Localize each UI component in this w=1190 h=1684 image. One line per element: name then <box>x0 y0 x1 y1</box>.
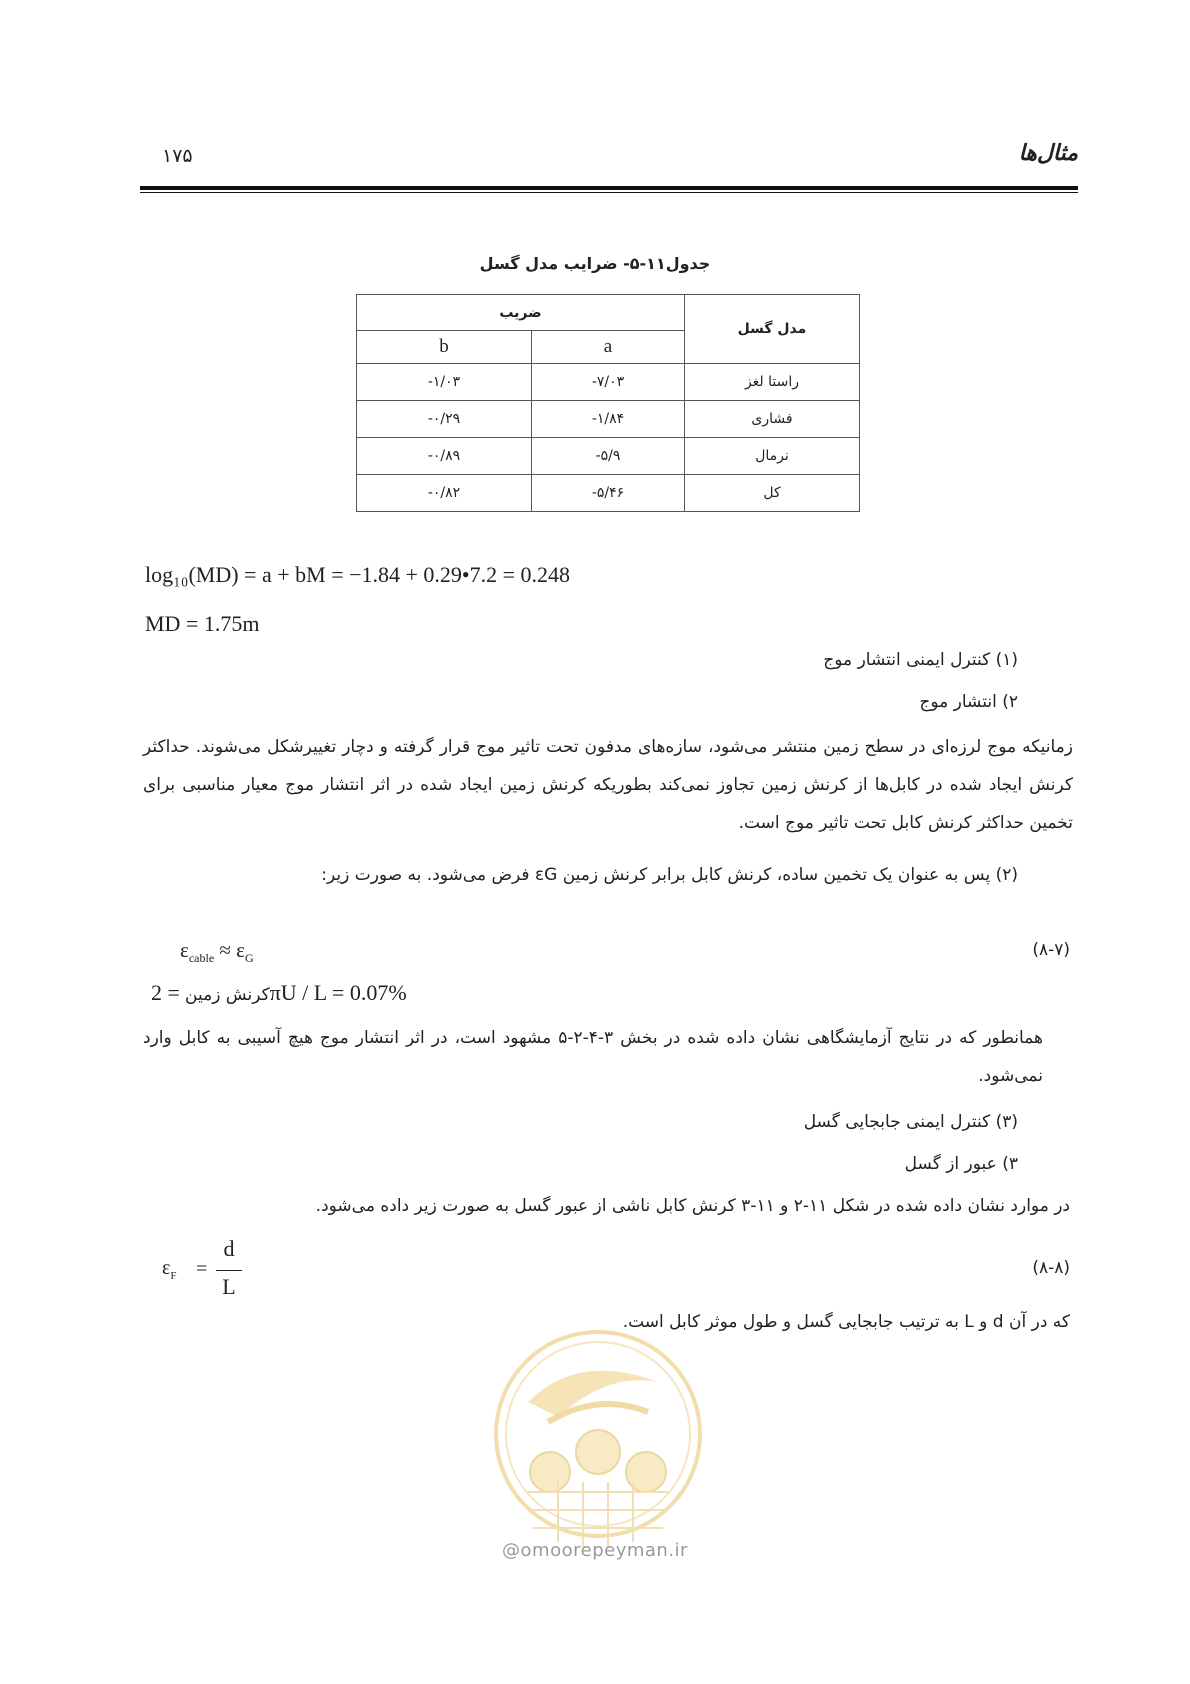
running-title: مثال‌ها <box>1018 141 1078 166</box>
equation-log-md: log₁₀(MD) = a + bM = −1.84 + 0.29•7.2 = 0.248 <box>145 562 571 587</box>
paragraph-lab-results: همانطور که در نتایج آزمایشگاهی نشان داده شده در بخش ۳-۴-۲-۵ مشهود است، در اثر انتشار موج هیچ آسیبی به کابل وارد نمی‌شود. <box>143 1028 1043 1086</box>
cell-a: ۱/۸۴- <box>532 401 685 438</box>
table-row <box>357 401 860 438</box>
eq7-subscript: cable <box>188 951 215 966</box>
cell-model: فشاری <box>685 401 860 438</box>
paragraph-wave-propagation: زمانیکه موج لرزه‌ای در سطح زمین منتشر می‌شود، سازه‌های مدفون تحت تاثیر موج قرار گرفته و دچار تغییرشکل می‌شوند. حداکثر کرنش ایجاد شده در کابل‌ها از کرنش زمین تجاوز نمی‌کند بطوریکه کرنش زمین ایجاد شده در اثر انتشار موج معیار مناسبی برای تخمین حداکثر کرنش کابل تحت تاثیر موج است. <box>143 737 1073 833</box>
header-fault-model: مدل گسل <box>685 295 860 364</box>
cell-b: ۰/۸۹- <box>357 438 532 475</box>
eq8-fraction-bar <box>216 1270 242 1271</box>
eq7-rhs: ≈ ε <box>219 938 245 962</box>
equation-md-result: MD = 1.75m <box>145 611 260 636</box>
eq7-rhs-subscript: G <box>244 951 254 966</box>
eq8-equals: = <box>196 1258 208 1280</box>
eq8-denominator: L <box>222 1274 236 1299</box>
equation-8-8 <box>162 1236 252 1306</box>
watermark-text: @omoorepeyman.ir <box>502 1540 688 1561</box>
cell-a: ۵/۹- <box>532 438 685 475</box>
cell-model: کل <box>685 475 860 512</box>
header-col-b: b <box>357 331 532 364</box>
equation-ground-strain <box>143 980 407 1006</box>
equation-number-8-8: (۸-۸) <box>1032 1258 1070 1278</box>
table-row <box>357 475 860 512</box>
list-item-1: (۱) کنترل ایمنی انتشار موج <box>823 650 1018 670</box>
cell-b: ۰/۲۹- <box>357 401 532 438</box>
header-rule-thin <box>140 192 1078 193</box>
header-coefficient: ضریب <box>357 295 685 331</box>
list-item-2: ۲) انتشار موج <box>919 692 1018 712</box>
page-number: ۱۷۵ <box>162 145 193 167</box>
equation-8-7 <box>180 938 254 966</box>
table-row <box>357 438 860 475</box>
cell-a: ۷/۰۳- <box>532 364 685 401</box>
cell-a: ۵/۴۶- <box>532 475 685 512</box>
header-rule-thick <box>140 186 1078 190</box>
eq8-lhs: $\varepsilon_F$ <box>162 1257 177 1282</box>
list-item-3: (۳) کنترل ایمنی جابجایی گسل <box>803 1112 1018 1132</box>
cell-b: ۱/۰۳- <box>357 364 532 401</box>
cell-b: ۰/۸۲- <box>357 475 532 512</box>
table-row <box>357 364 860 401</box>
eq7-lhs: ε <box>180 938 189 962</box>
watermark-logo-icon <box>488 1322 708 1562</box>
coefficient-table <box>356 294 860 512</box>
strain-formula: = 2πU / L = 0.07% <box>151 980 407 1005</box>
list-item-3b: ۳) عبور از گسل <box>904 1154 1018 1174</box>
strain-label: کرنش زمین <box>185 985 270 1005</box>
paragraph-fault-crossing: در موارد نشان داده شده در شکل ۱۱-۲ و ۱۱-۳ کرنش کابل ناشی از عبور گسل به صورت زیر داده می‌شود. <box>315 1196 1070 1216</box>
paragraph-definitions: که در آن d و L به ترتیب جابجایی گسل و طول موثر کابل است. <box>622 1312 1070 1332</box>
eq8-numerator: d <box>223 1236 235 1261</box>
table-caption: جدول۱۱-۵- ضرایب مدل گسل <box>479 254 711 273</box>
equation-number-8-7: (۸-۷) <box>1032 940 1070 960</box>
cell-model: راستا لغز <box>685 364 860 401</box>
list-item-2b: (۲) پس به عنوان یک تخمین ساده، کرنش کابل برابر کرنش زمین εG فرض می‌شود. به صورت زیر: <box>321 865 1018 885</box>
header-col-a: a <box>532 331 685 364</box>
cell-model: نرمال <box>685 438 860 475</box>
